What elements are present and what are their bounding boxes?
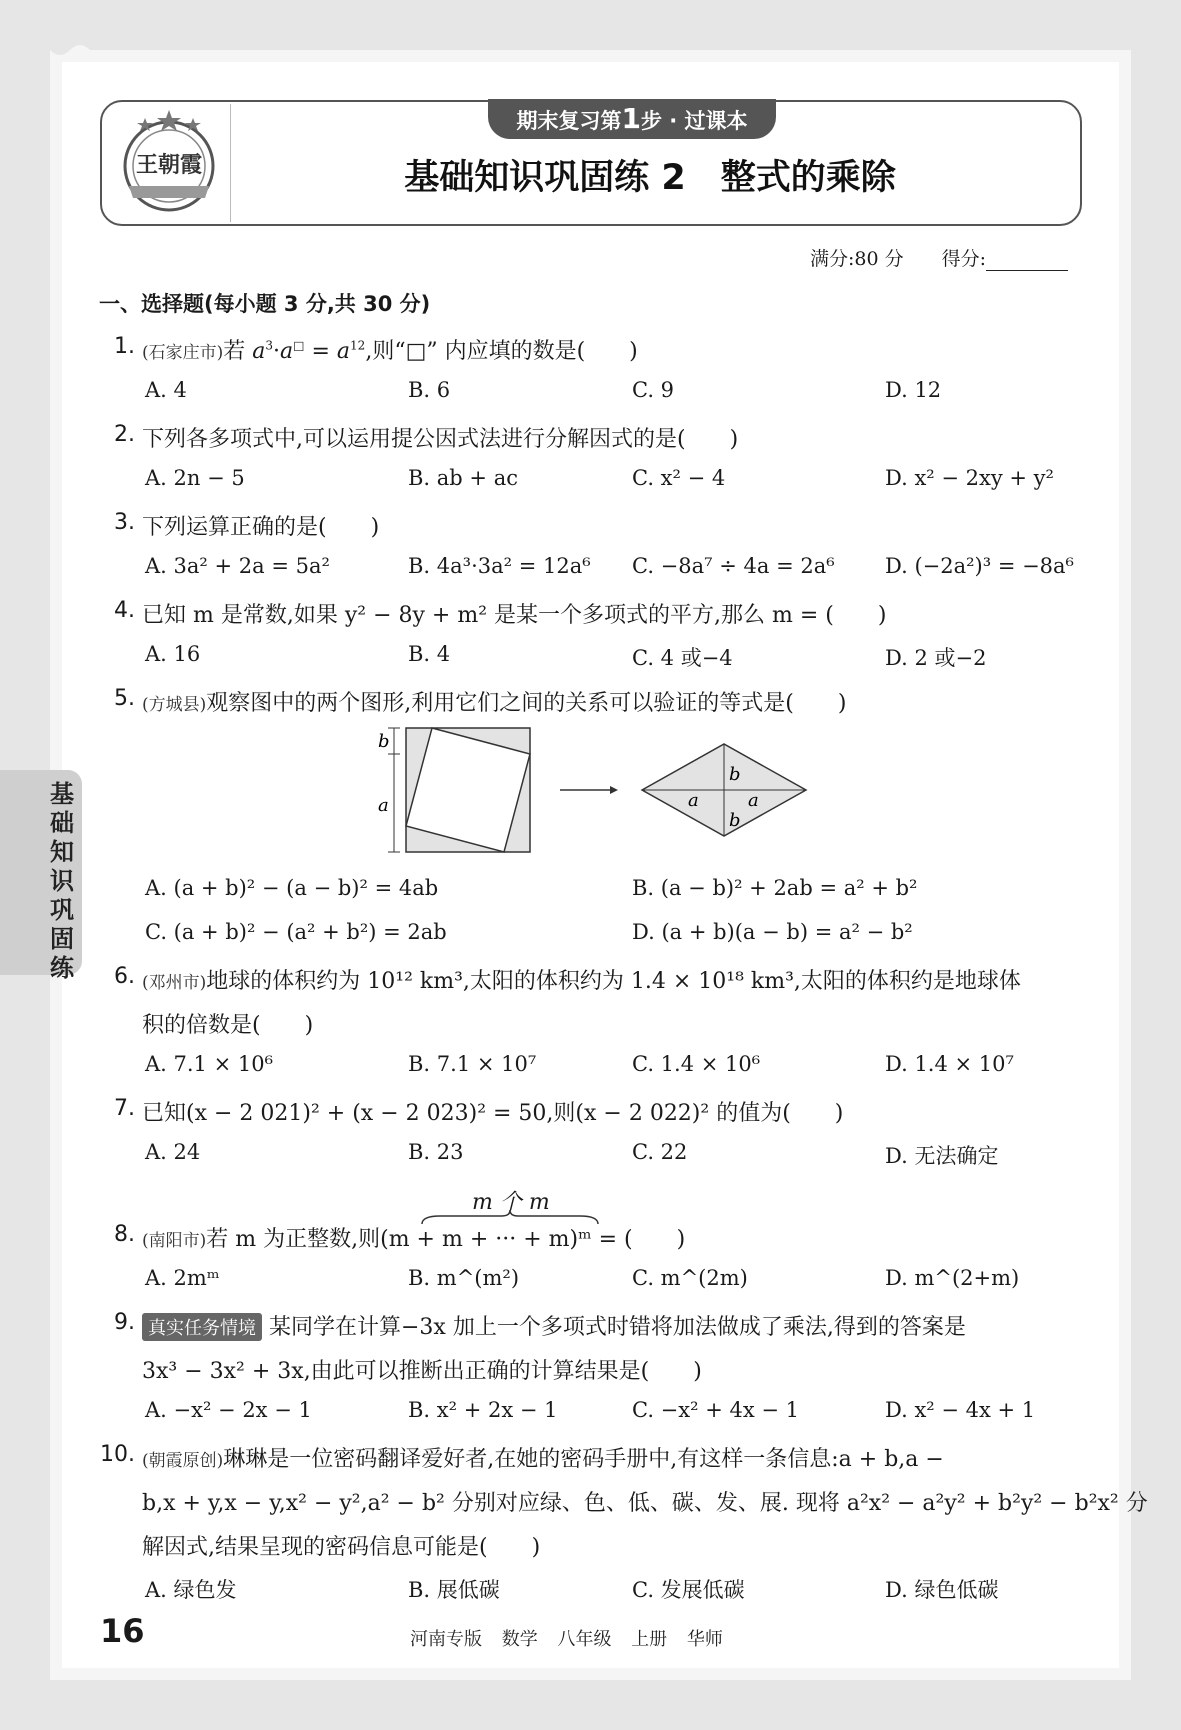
question-number: 10. bbox=[100, 1442, 135, 1467]
question-6 bbox=[142, 964, 1021, 995]
option-a[interactable]: A. (a + b)² − (a − b)² = 4ab bbox=[145, 876, 439, 900]
brace-label: m 个 m bbox=[472, 1190, 550, 1215]
question-source: (石家庄市) bbox=[142, 343, 224, 363]
question-source: (朝霞原创) bbox=[142, 1451, 224, 1471]
option-d[interactable]: D. 12 bbox=[885, 378, 942, 402]
question-number: 2. bbox=[114, 422, 135, 447]
score-blank[interactable] bbox=[986, 250, 1068, 271]
question-number: 1. bbox=[114, 334, 135, 359]
option-d[interactable]: D. x² − 2xy + y² bbox=[885, 466, 1054, 490]
page-number: 16 bbox=[100, 1612, 145, 1650]
question-source: (南阳市) bbox=[142, 1231, 207, 1251]
question-8 bbox=[142, 1222, 685, 1253]
option-c[interactable]: C. 发展低碳 bbox=[632, 1578, 745, 1602]
option-c[interactable]: C. 1.4 × 10⁶ bbox=[632, 1052, 761, 1076]
option-c[interactable]: C. m^(2m) bbox=[632, 1266, 748, 1290]
option-a[interactable]: A. 24 bbox=[145, 1140, 201, 1164]
question-text: 已知 m 是常数,如果 y² − 8y + m² 是某一个多项式的平方,那么 m = ( ) bbox=[142, 603, 887, 628]
option-a[interactable]: A. 2n − 5 bbox=[145, 466, 245, 490]
section-heading: 一、选择题(每小题 3 分,共 30 分) bbox=[99, 292, 431, 316]
option-a[interactable]: A. 4 bbox=[145, 378, 187, 402]
header-tab-prefix: 期末复习第 bbox=[516, 109, 622, 133]
option-a[interactable]: A. 16 bbox=[145, 642, 201, 666]
option-b[interactable]: B. 7.1 × 10⁷ bbox=[408, 1052, 537, 1076]
option-d[interactable]: D. (−2a²)³ = −8a⁶ bbox=[885, 554, 1074, 578]
option-b[interactable]: B. 4 bbox=[408, 642, 451, 666]
fig-label-a: a bbox=[748, 790, 759, 811]
question-10 bbox=[142, 1442, 944, 1473]
option-b[interactable]: B. x² + 2x − 1 bbox=[408, 1398, 558, 1422]
header-divider bbox=[230, 104, 231, 222]
option-a[interactable]: A. 绿色发 bbox=[145, 1578, 237, 1602]
question-source: (方城县) bbox=[142, 695, 207, 715]
option-c[interactable]: C. 9 bbox=[632, 378, 675, 402]
question-text: 下列各多项式中,可以运用提公因式法进行分解因式的是( ) bbox=[142, 427, 739, 452]
question-text: 地球的体积约为 10¹² km³,太阳的体积约为 1.4 × 10¹⁸ km³,太阳的体积约是地球体 bbox=[206, 969, 1021, 994]
option-b[interactable]: B. m^(m²) bbox=[408, 1266, 520, 1290]
brand-logo bbox=[115, 108, 223, 216]
full-score: 满分:80 分 bbox=[810, 248, 904, 270]
task-tag: 真实任务情境 bbox=[142, 1313, 262, 1341]
option-d[interactable]: D. (a + b)(a − b) = a² − b² bbox=[632, 920, 913, 944]
option-a[interactable]: A. 3a² + 2a = 5a² bbox=[145, 554, 330, 578]
question-text: 观察图中的两个图形,利用它们之间的关系可以验证的等式是( ) bbox=[206, 691, 847, 716]
question-text-line-2: b,x + y,x − y,x² − y²,a² − b² 分别对应绿、色、低、碳、发、展. 现将 a²x² − a²y² + b²y² − b²x² 分 bbox=[142, 1491, 1148, 1516]
question-text: 下列运算正确的是( ) bbox=[142, 515, 380, 540]
question-text-line-3: 解因式,结果呈现的密码信息可能是( ) bbox=[142, 1535, 541, 1560]
fig-label-b: b bbox=[729, 810, 741, 831]
fig-label-b: b bbox=[378, 731, 390, 752]
question-number: 6. bbox=[114, 964, 135, 989]
option-c[interactable]: C. 22 bbox=[632, 1140, 688, 1164]
question-text: 若 m 为正整数,则(m + m + ··· + m)ᵐ = ( ) bbox=[206, 1227, 686, 1252]
header-tab-suffix: 步 · 过课本 bbox=[640, 109, 748, 133]
score-line bbox=[810, 244, 1068, 271]
question-9 bbox=[142, 1310, 966, 1341]
option-d[interactable]: D. x² − 4x + 1 bbox=[885, 1398, 1036, 1422]
option-b[interactable]: B. ab + ac bbox=[408, 466, 518, 490]
option-d[interactable]: D. 2 或−2 bbox=[885, 646, 987, 670]
question-source: (邓州市) bbox=[142, 973, 207, 993]
question-number: 7. bbox=[114, 1096, 135, 1121]
question-text-a: 若 bbox=[223, 339, 253, 364]
option-d[interactable]: D. 绿色低碳 bbox=[885, 1578, 999, 1602]
footer-text: 河南专版 数学 八年级 上册 华师 bbox=[410, 1629, 723, 1650]
option-d[interactable]: D. m^(2+m) bbox=[885, 1266, 1020, 1290]
fig-label-a: a bbox=[378, 795, 389, 816]
option-c[interactable]: C. −x² + 4x − 1 bbox=[632, 1398, 799, 1422]
figure-squares bbox=[370, 720, 810, 860]
option-b[interactable]: B. 展低碳 bbox=[408, 1578, 500, 1602]
question-text-line-2: 积的倍数是( ) bbox=[142, 1013, 314, 1038]
question-5 bbox=[142, 686, 846, 717]
option-c[interactable]: C. (a + b)² − (a² + b²) = 2ab bbox=[145, 920, 447, 944]
option-a[interactable]: A. 2mᵐ bbox=[145, 1266, 220, 1290]
side-tab-label: 基础知识巩固练 bbox=[50, 780, 74, 982]
option-d[interactable]: D. 1.4 × 10⁷ bbox=[885, 1052, 1014, 1076]
question-text-line-2: 3x³ − 3x² + 3x,由此可以推断出正确的计算结果是( ) bbox=[142, 1359, 702, 1384]
question-number: 3. bbox=[114, 510, 135, 535]
option-c[interactable]: C. −8a⁷ ÷ 4a = 2a⁶ bbox=[632, 554, 835, 578]
question-text-b: 内应填的数是( ) bbox=[437, 339, 638, 364]
option-c[interactable]: C. x² − 4 bbox=[632, 466, 726, 490]
option-b[interactable]: B. (a − b)² + 2ab = a² + b² bbox=[632, 876, 918, 900]
question-number: 9. bbox=[114, 1310, 135, 1335]
option-c[interactable]: C. 4 或−4 bbox=[632, 646, 733, 670]
header-tab bbox=[488, 99, 776, 139]
question-text: 琳琳是一位密码翻译爱好者,在她的密码手册中,有这样一条信息:a + b,a − bbox=[223, 1447, 944, 1472]
question-number: 8. bbox=[114, 1222, 135, 1247]
question-number: 5. bbox=[114, 686, 135, 711]
fig-label-b: b bbox=[729, 764, 741, 785]
option-b[interactable]: B. 4a³·3a² = 12a⁶ bbox=[408, 554, 591, 578]
question-1: (石家庄市)若 $a^3\cdot a^□ = a^{12}$,则“□” 内应填的数是( ) bbox=[142, 338, 638, 364]
question-text: 某同学在计算−3x 加上一个多项式时错将加法做成了乘法,得到的答案是 bbox=[269, 1315, 966, 1340]
question-text: 已知(x − 2 021)² + (x − 2 023)² = 50,则(x − 2 022)² 的值为( ) bbox=[142, 1101, 844, 1126]
got-score-label: 得分: bbox=[941, 248, 987, 270]
option-d[interactable]: D. 无法确定 bbox=[885, 1144, 999, 1168]
option-b[interactable]: B. 23 bbox=[408, 1140, 464, 1164]
logo-text: 王朝霞 bbox=[135, 152, 203, 178]
header-tab-num: 1 bbox=[621, 102, 641, 135]
question-number: 4. bbox=[114, 598, 135, 623]
fig-label-a: a bbox=[688, 790, 699, 811]
option-b[interactable]: B. 6 bbox=[408, 378, 451, 402]
page-title: 基础知识巩固练 2 整式的乘除 bbox=[404, 158, 896, 198]
option-a[interactable]: A. 7.1 × 10⁶ bbox=[145, 1052, 273, 1076]
option-a[interactable]: A. −x² − 2x − 1 bbox=[145, 1398, 312, 1422]
